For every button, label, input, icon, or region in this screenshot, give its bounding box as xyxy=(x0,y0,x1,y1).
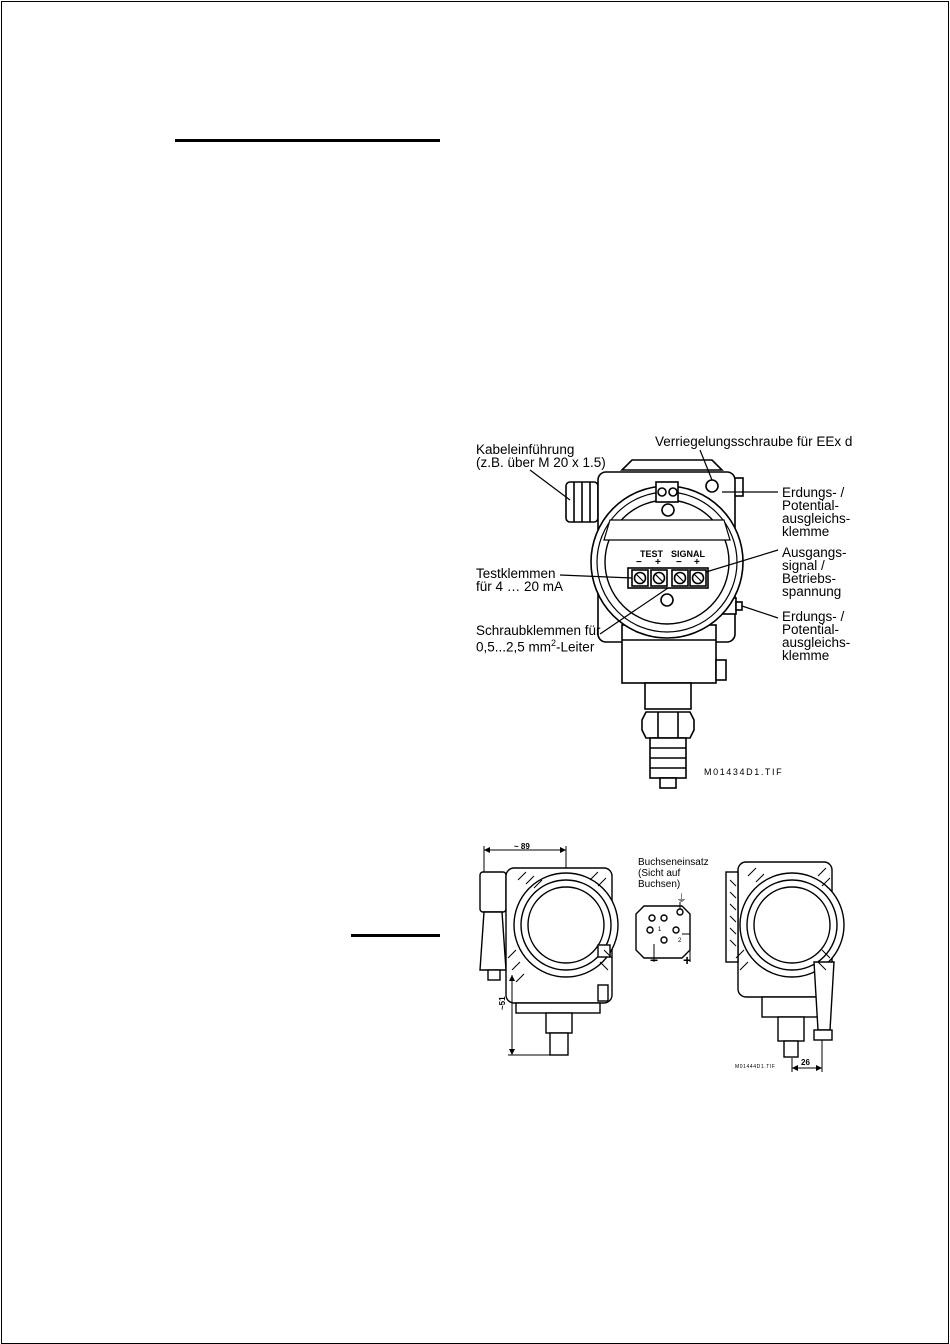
socket-insert-title: Buchseneinsatz (Sicht auf Buchsen) xyxy=(638,857,709,890)
dim-height-label: ~51 xyxy=(498,996,507,1010)
socket-pin-1-label: 1 xyxy=(658,927,662,933)
test-terminals-label: Testklemmen für 4 … 20 mA xyxy=(476,566,564,594)
dim-offset-label: 26 xyxy=(801,1058,810,1067)
terminal-test-minus: − xyxy=(636,557,642,568)
output-signal-label: Ausgangs- signal / Betriebs- spannung xyxy=(782,545,847,599)
locking-screw-label: Verriegelungsschraube für EEx d xyxy=(655,434,853,449)
dim-width-label: ~ 89 xyxy=(514,842,530,851)
section-rule-bottom xyxy=(351,934,440,937)
screw-terminals-label: Schraubklemmen für 0,5...2,5 $mm^2$-Leiter xyxy=(476,623,601,655)
cable-entry-label: Kabeleinführung (z.B. über M 20 x 1.5) xyxy=(476,442,606,470)
socket-pin-2-label: 2 xyxy=(678,938,682,944)
terminal-signal-label: SIGNAL xyxy=(671,549,706,559)
section-rule-top xyxy=(175,139,440,142)
socket-ground-icon: ⏚ xyxy=(676,893,687,905)
terminal-signal-minus: − xyxy=(676,557,682,568)
figure2-code: M01444D1.TIF xyxy=(735,1064,776,1070)
terminal-test-label: TEST xyxy=(640,549,664,559)
figure1-code: M01434D1.TIF xyxy=(704,767,784,777)
terminal-test-plus: + xyxy=(655,557,661,568)
ground-terminal-side-label: Erdungs- / Potential- ausgleichs- klemme xyxy=(782,609,851,663)
socket-minus-label: − xyxy=(650,952,659,968)
ground-terminal-top-label: Erdungs- / Potential- ausgleichs- klemme xyxy=(782,485,851,539)
terminal-signal-plus: + xyxy=(694,557,700,568)
socket-plus-label: + xyxy=(683,952,692,968)
